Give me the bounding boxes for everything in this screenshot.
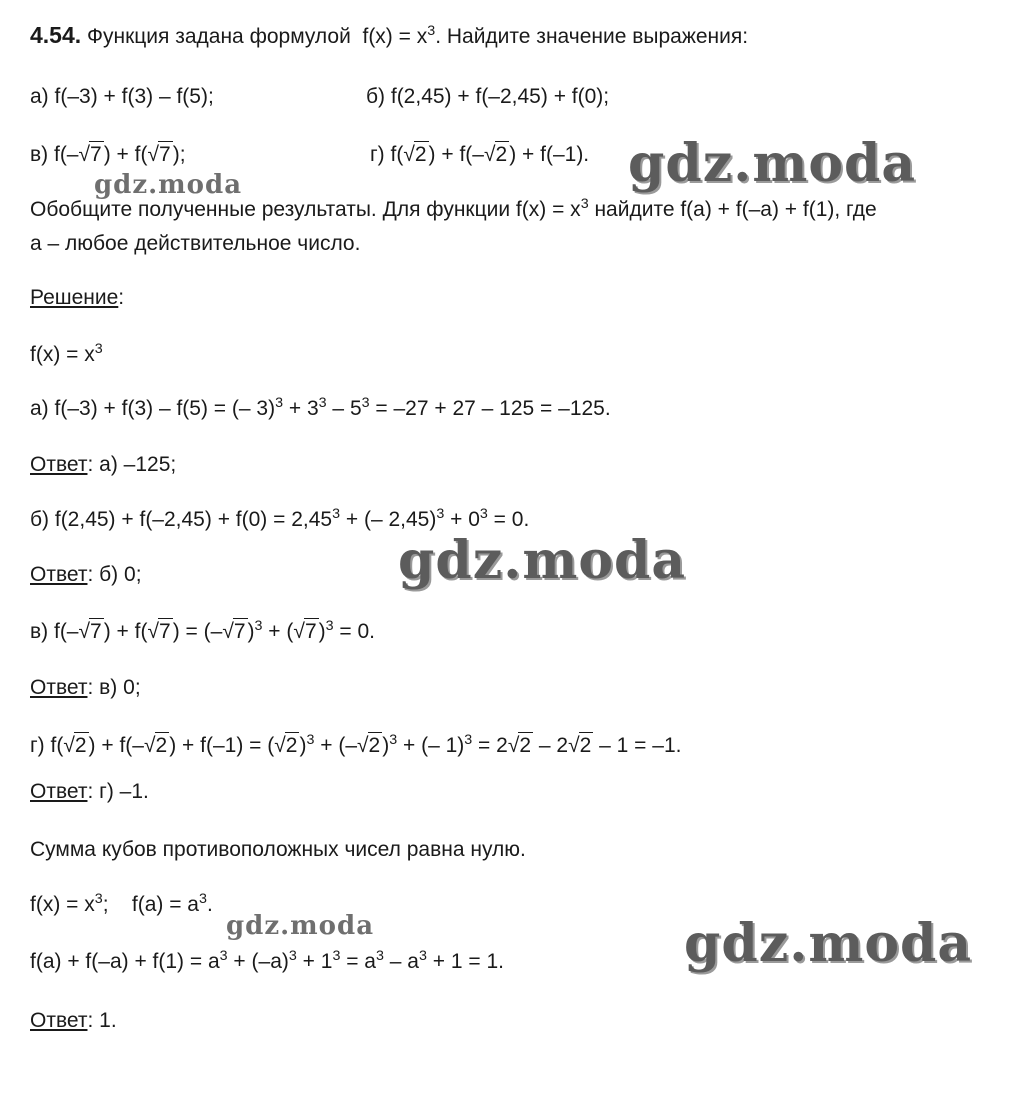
answer-a: Ответ: а) –125; xyxy=(30,453,177,476)
solution-b: б) $f(2,45) + f(-2,45) + f(0) = 2,45^3$ + (– $2,45)^3 + 0^3 = 0$. xyxy=(30,506,530,531)
answer-g: Ответ: г) –1. xyxy=(30,780,149,803)
sqrt-symbol: √7 xyxy=(78,143,102,166)
answer-final: Ответ: 1. xyxy=(30,1009,117,1032)
task-number: 4.54. xyxy=(30,22,82,48)
watermark: gdz.moda xyxy=(226,911,375,941)
sqrt-symbol: √7 xyxy=(78,620,102,643)
watermark: gdz.moda xyxy=(628,133,917,194)
sqrt-symbol: √7 xyxy=(222,620,246,643)
final-computation: $f(a) + f(-a) + f(1) = a^3 + (-a)^3 + 1^3 = a^3 - a^3 + 1 = 1$. xyxy=(30,948,504,973)
task-item-b: б) f(2,45) + f(–2,45) + f(0); xyxy=(366,85,610,108)
answer-b: Ответ: б) 0; xyxy=(30,563,142,586)
solution-heading: Решение: xyxy=(30,286,125,309)
sqrt-symbol: √2 xyxy=(357,734,381,757)
watermark: gdz.moda xyxy=(94,170,243,200)
conclusion-text: Сумма кубов противоположных чисел равна нулю. xyxy=(30,838,526,861)
task-line: 4.54. Функция задана формулой $f(x) = x^3$. Найдите значение выражения: xyxy=(30,22,749,48)
final-def: $f(x) = x^3$; $f(a) = a^3$. xyxy=(30,891,213,916)
sqrt-symbol: √2 xyxy=(274,734,298,757)
watermark: gdz.moda xyxy=(684,913,973,974)
task-item-v: в) f(–√7) + f(√7); xyxy=(30,143,186,166)
solution-a: а) f(–3) + f(3) – f(5) = (– $3)^3 + 3^3 - 5^3 = -27 + 27 - 125 = -125$. xyxy=(30,395,611,420)
solution-def: $f(x) = x^3$ xyxy=(30,341,103,366)
sqrt-symbol: √2 xyxy=(568,734,592,757)
task-formula: $f(x) = x^3$ xyxy=(362,23,436,48)
generalize-line-2: a – любое действительное число. xyxy=(30,232,361,255)
sqrt-symbol: √2 xyxy=(143,734,168,757)
task-item-g: г) f(√2) + f(–√2) + f(–1). xyxy=(370,143,590,166)
watermark: gdz.moda xyxy=(398,530,687,591)
sqrt-symbol: √2 xyxy=(483,143,508,166)
sqrt-symbol: √7 xyxy=(147,143,171,166)
sqrt-symbol: √7 xyxy=(147,620,171,643)
solution-g: г) $f(√2) + f(-√2) + f(-1) = (√2)^3 + (-√2)^3$ + (– 1)$^3$ = 2√2 – 2√2 – 1 = –1. xyxy=(30,732,682,757)
sqrt-symbol: √2 xyxy=(507,734,532,757)
task-statement: Функция задана формулой xyxy=(87,25,351,48)
generalize-line-1: Обобщите полученные результаты. Для функции $f(x) = x^3$ найдите f(a) + f(–a) + f(1), где xyxy=(30,196,877,221)
solution-v: в) $f(-√7) + f(√7) = (-√7)^3 + (√7)^3 = 0$. xyxy=(30,618,376,643)
task-item-a: а) f(–3) + f(3) – f(5); xyxy=(30,85,214,108)
sqrt-symbol: √7 xyxy=(293,620,317,643)
sqrt-symbol: √2 xyxy=(403,143,427,166)
sqrt-symbol: √2 xyxy=(63,734,87,757)
answer-v: Ответ: в) 0; xyxy=(30,676,141,699)
